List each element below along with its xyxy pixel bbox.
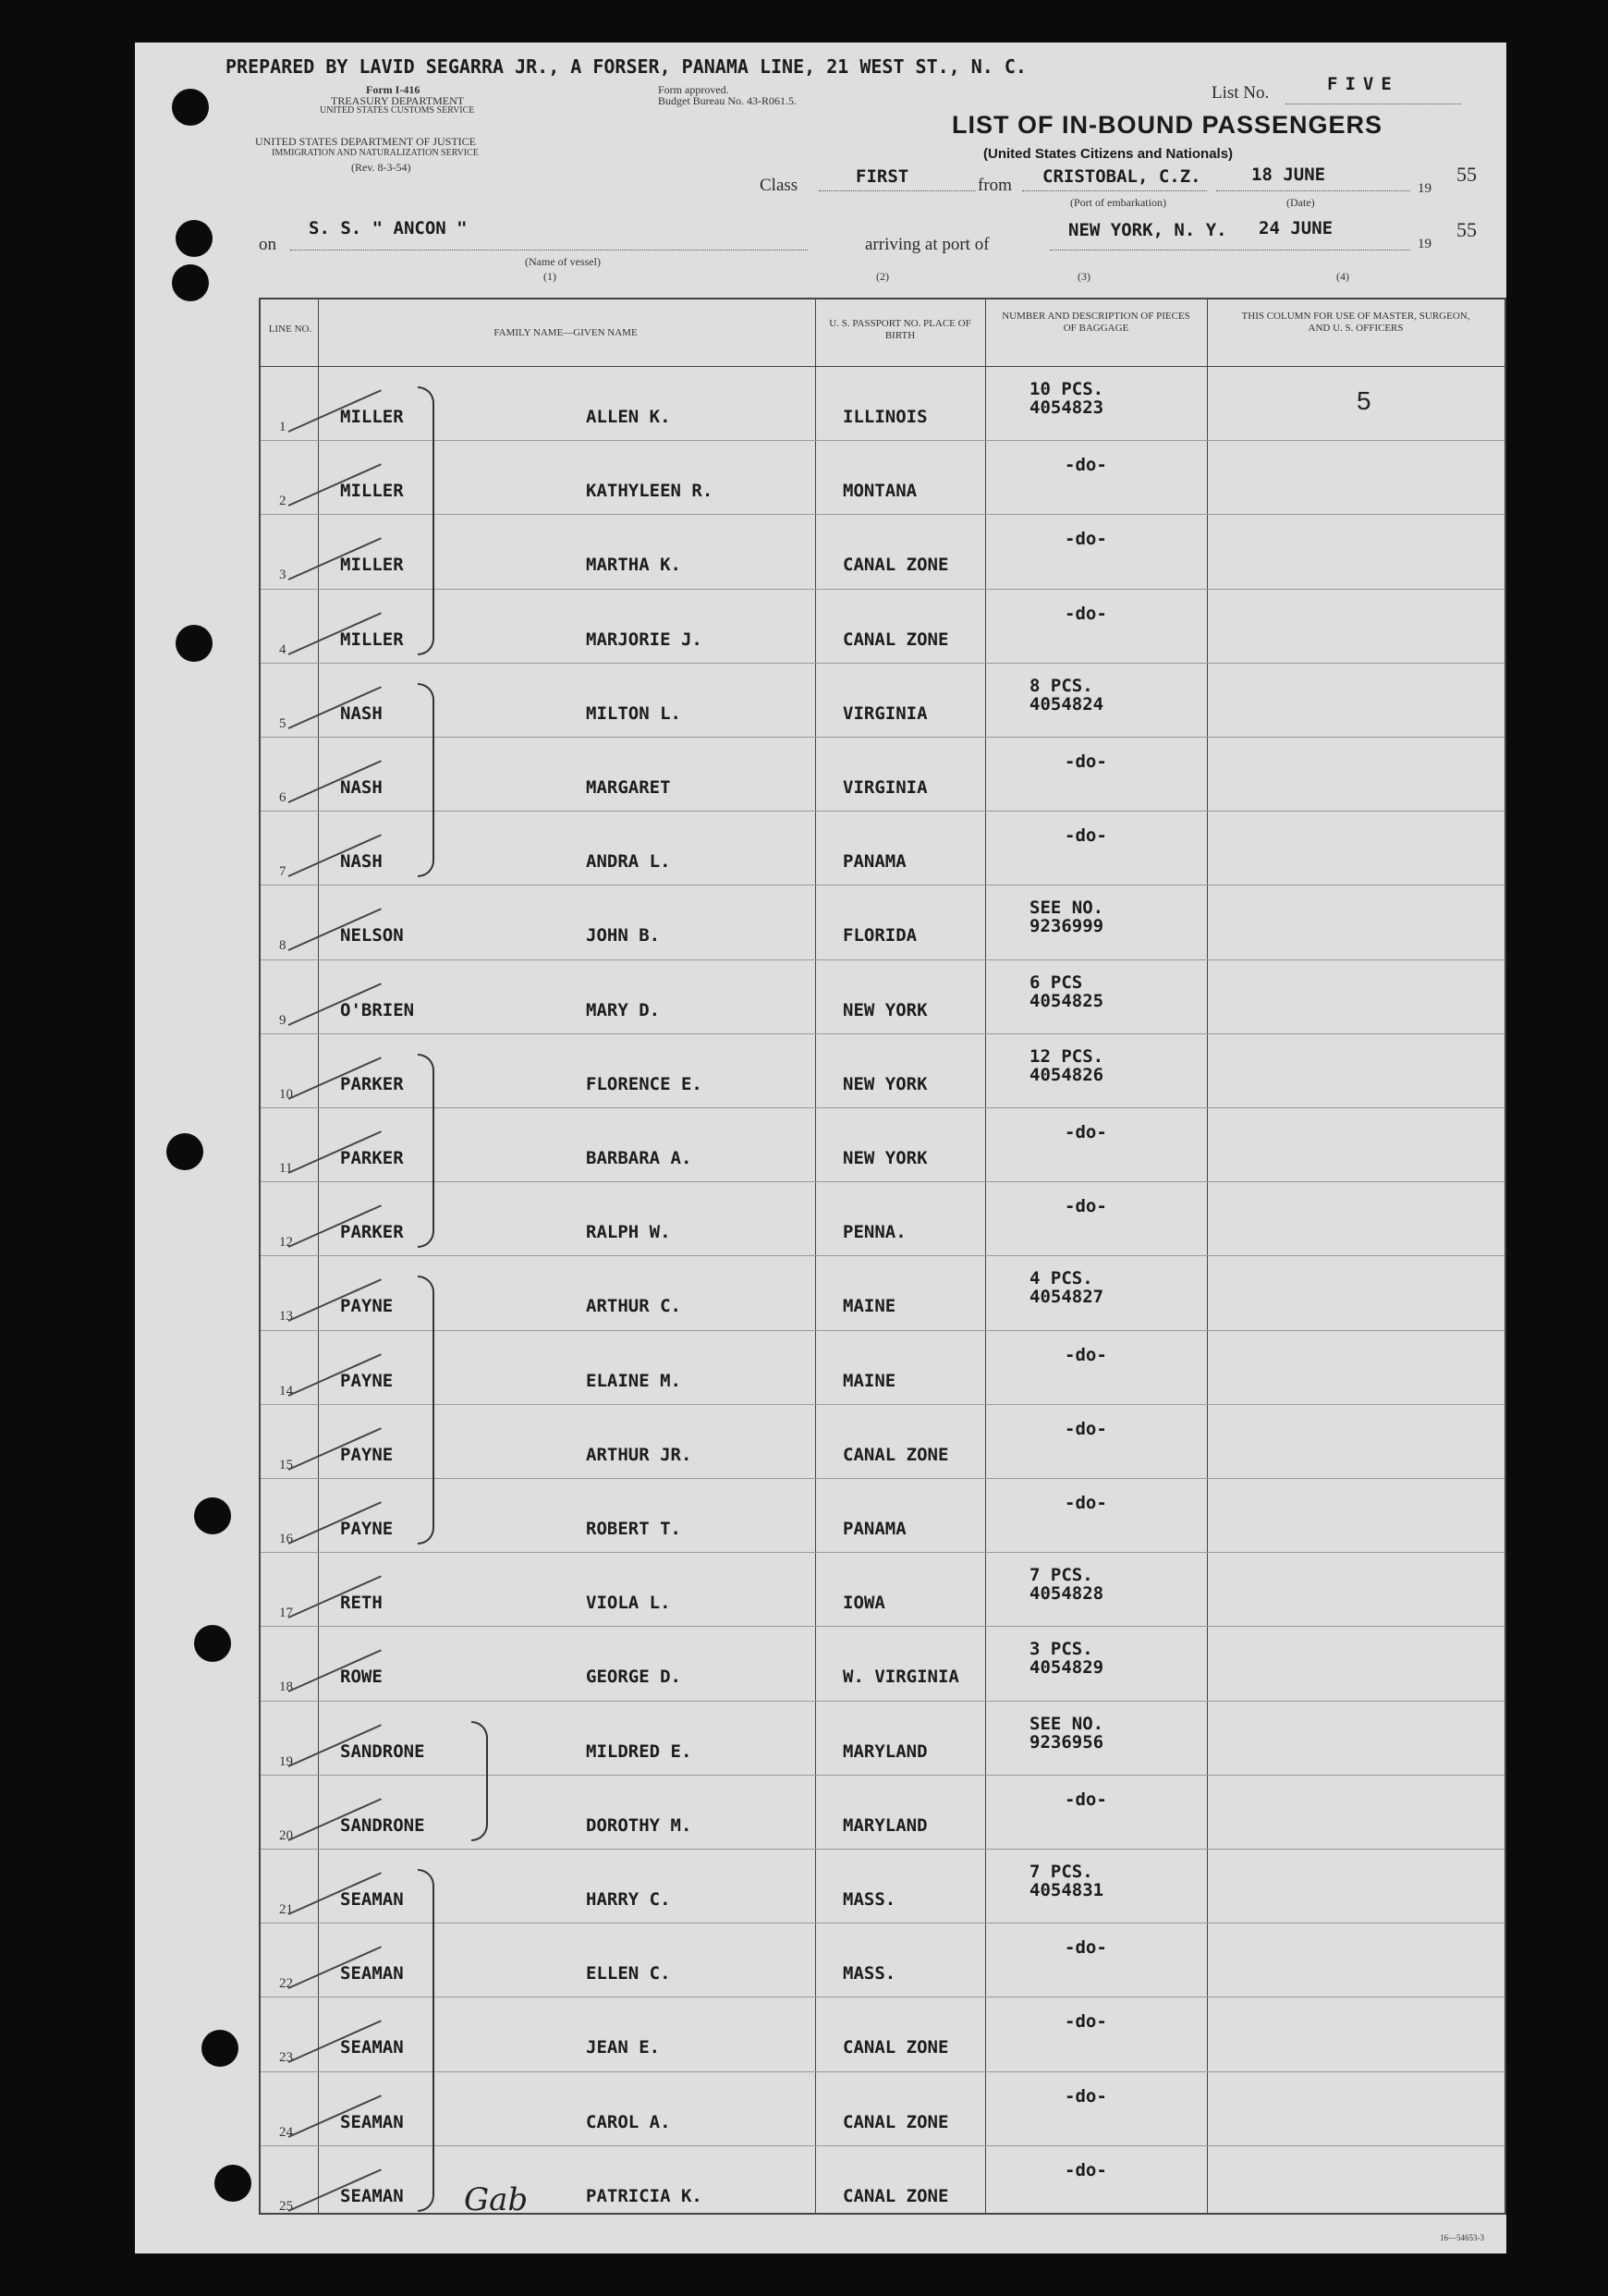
binder-hole [166,1133,203,1170]
family-bracket [418,386,434,655]
place-of-birth: MARYLAND [843,1740,928,1762]
table-row [261,1849,1504,1923]
justice-dept: UNITED STATES DEPARTMENT OF JUSTICE [255,135,477,148]
baggage-line-1: -do- [1065,1493,1107,1513]
baggage-line-1: SEE NO. [1029,898,1104,919]
binder-hole [194,1625,231,1662]
class-value: FIRST [856,166,909,187]
table-row [261,440,1504,514]
family-name: MILLER [340,481,404,502]
list-no-label: List No. [1212,83,1270,103]
binder-hole [214,2165,251,2202]
baggage-line-1: 8 PCS. [1029,675,1093,696]
table-row [261,1701,1504,1775]
table-row [261,737,1504,811]
place-of-birth: MAINE [843,1296,896,1317]
table-row [261,2145,1504,2219]
baggage-line-2: 4054827 [1029,1287,1104,1308]
passenger-table [259,298,1506,2215]
baggage-line-1: 12 PCS. [1029,1045,1104,1067]
binder-hole [172,264,209,301]
place-of-birth: W. VIRGINIA [843,1667,959,1688]
given-name: ANDRA L. [586,851,671,873]
col-number-2: (2) [876,270,889,283]
treasury-dept: TREASURY DEPARTMENT [331,94,465,107]
baggage-line-1: 7 PCS. [1029,1565,1093,1586]
arrival-date: 24 JUNE [1259,218,1334,238]
table-row [261,1775,1504,1849]
family-name: SANDRONE [340,1740,425,1762]
family-name: RETH [340,1593,383,1614]
line-number: 11 [279,1161,293,1176]
col-number-1: (1) [543,270,556,283]
given-name: HARRY C. [586,1889,671,1910]
table-row [261,1107,1504,1181]
baggage-line-1: -do- [1065,1418,1107,1439]
place-of-birth: CANAL ZONE [843,1444,949,1465]
table-row [261,1404,1504,1478]
family-name: MILLER [340,629,404,650]
family-name: O'BRIEN [340,999,415,1020]
table-row [261,663,1504,737]
prepared-by-line: PREPARED BY LAVID SEGARRA JR., A FORSER, PANAMA LINE, 21 WEST ST., N. C. [225,55,1027,78]
departure-date: 18 JUNE [1251,165,1326,185]
given-name: DOROTHY M. [586,1814,692,1836]
given-name: MARJORIE J. [586,629,702,650]
col-header-name: FAMILY NAME—GIVEN NAME [493,327,638,338]
place-of-birth: CANAL ZONE [843,2185,949,2206]
baggage-line-1: -do- [1065,1122,1107,1142]
place-of-birth: FLORIDA [843,925,918,946]
place-of-birth: IOWA [843,1593,885,1614]
line-number: 9 [279,1012,286,1028]
table-row [261,1923,1504,1997]
baggage-line-2: 9236999 [1029,916,1104,937]
baggage-line-2: 4054823 [1029,397,1104,418]
given-name: FLORENCE E. [586,1073,702,1094]
line-number: 5 [279,715,286,731]
line-number: 8 [279,938,286,954]
baggage-line-1: -do- [1065,2159,1107,2180]
given-name: MARTHA K. [586,555,681,576]
family-name: PAYNE [340,1370,394,1391]
place-of-birth: CANAL ZONE [843,2037,949,2058]
baggage-line-1: -do- [1065,825,1107,847]
given-name: ROBERT T. [586,1519,681,1539]
baggage-line-1: -do- [1065,1937,1107,1959]
given-name: PATRICIA K. [586,2185,702,2206]
list-no-value: FIVE [1327,74,1399,94]
family-name: PARKER [340,1148,404,1168]
vessel-caption: (Name of vessel) [525,255,601,268]
given-name: ARTHUR JR. [586,1444,692,1465]
baggage-line-2: 4054825 [1029,990,1104,1011]
place-of-birth: CANAL ZONE [843,2111,949,2132]
family-bracket [471,1721,488,1841]
family-name: PAYNE [340,1519,394,1539]
family-bracket [418,1276,434,1545]
place-of-birth: MAINE [843,1370,896,1391]
baggage-line-1: -do- [1065,751,1107,772]
line-number: 10 [279,1086,293,1102]
place-of-birth: CANAL ZONE [843,555,949,576]
given-name: ALLEN K. [586,407,671,427]
place-of-birth: MASS. [843,1963,896,1985]
given-name: MILTON L. [586,702,681,724]
line-number: 13 [279,1309,293,1325]
line-number: 21 [279,1902,293,1917]
baggage-line-1: SEE NO. [1029,1713,1104,1734]
baggage-line-2: 4054828 [1029,1583,1104,1605]
table-row [261,366,1504,440]
family-name: ROWE [340,1667,383,1688]
baggage-line-1: 3 PCS. [1029,1639,1093,1660]
line-number: 19 [279,1753,293,1769]
baggage-line-1: 7 PCS. [1029,1862,1093,1882]
family-bracket [418,1869,434,2212]
line-number: 6 [279,790,286,805]
place-of-birth: PANAMA [843,851,907,873]
family-name: SEAMAN [340,2185,404,2206]
given-name: ELAINE M. [586,1370,681,1391]
table-row [261,1181,1504,1255]
baggage-line-1: -do- [1065,603,1107,624]
page-title: LIST OF IN-BOUND PASSENGERS [952,111,1383,139]
col-header-baggage: NUMBER AND DESCRIPTION OF PIECES OF BAGGAGE [1002,311,1190,334]
family-bracket [418,1054,434,1249]
family-name: MILLER [340,407,404,427]
table-row [261,514,1504,588]
place-of-birth: NEW YORK [843,1148,928,1168]
line-number: 18 [279,1679,293,1695]
year-prefix: 19 [1418,237,1431,251]
baggage-line-1: 4 PCS. [1029,1268,1093,1289]
place-of-birth: VIRGINIA [843,777,928,798]
binder-hole [194,1497,231,1534]
revision: (Rev. 8-3-54) [351,161,411,174]
table-row [261,1552,1504,1626]
line-number: 14 [279,1383,293,1398]
table-row [261,1330,1504,1404]
manifest-page [135,43,1506,2253]
immigration-service: IMMIGRATION AND NATURALIZATION SERVICE [272,148,479,158]
table-row [261,885,1504,959]
arriving-label: arriving at port of [865,235,990,254]
table-row [261,811,1504,885]
baggage-line-2: 9236956 [1029,1731,1104,1753]
line-number: 3 [279,568,286,583]
officer-mark: 5 [1357,386,1371,415]
embarkation-caption: (Port of embarkation) [1070,196,1166,209]
table-row [261,2071,1504,2145]
family-name: NELSON [340,925,404,946]
col-header-line-no: LINE NO. [268,324,312,335]
table-row [261,589,1504,663]
baggage-line-2: 4054824 [1029,693,1104,714]
given-name: MARY D. [586,999,661,1020]
handwritten-signature: Gab [464,2181,529,2218]
given-name: JEAN E. [586,2037,661,2058]
on-label: on [259,235,276,254]
place-of-birth: MONTANA [843,481,918,502]
table-row [261,1997,1504,2070]
table-row [261,1478,1504,1552]
given-name: ARTHUR C. [586,1296,681,1317]
table-row [261,1626,1504,1700]
line-number: 16 [279,1532,293,1546]
given-name: ELLEN C. [586,1963,671,1985]
line-number: 20 [279,1827,293,1843]
class-label: Class [760,176,798,195]
col-header-passport: U. S. PASSPORT NO. PLACE OF BIRTH [829,318,971,341]
family-name: NASH [340,702,383,724]
line-number: 2 [279,494,286,509]
table-row [261,1255,1504,1329]
budget-bureau: Budget Bureau No. 43-R061.5. [658,94,797,107]
given-name: GEORGE D. [586,1667,681,1688]
line-number: 1 [279,420,286,434]
given-name: RALPH W. [586,1222,671,1243]
baggage-line-2: 4054831 [1029,1880,1104,1900]
col-number-3: (3) [1078,270,1090,283]
given-name: CAROL A. [586,2111,671,2132]
departure-year: 55 [1456,163,1477,186]
binder-hole [172,89,209,126]
given-name: KATHYLEEN R. [586,481,713,502]
vessel-name: S. S. " ANCON " [309,218,468,238]
family-name: SEAMAN [340,2111,404,2132]
line-number: 17 [279,1606,293,1621]
line-number: 23 [279,2050,293,2066]
place-of-birth: MASS. [843,1889,896,1910]
place-of-birth: PANAMA [843,1519,907,1539]
baggage-line-1: -do- [1065,455,1107,476]
table-row [261,1033,1504,1107]
family-name: PARKER [340,1073,404,1094]
place-of-birth: NEW YORK [843,999,928,1020]
col-header-officers: THIS COLUMN FOR USE OF MASTER, SURGEON, AND U. S. OFFICERS [1241,311,1470,334]
baggage-line-1: -do- [1065,529,1107,550]
page-subtitle: (United States Citizens and Nationals) [983,146,1234,162]
family-name: SEAMAN [340,1963,404,1985]
family-name: PAYNE [340,1296,394,1317]
from-value: CRISTOBAL, C.Z. [1042,166,1201,187]
given-name: BARBARA A. [586,1148,692,1168]
binder-hole [176,220,213,257]
place-of-birth: VIRGINIA [843,702,928,724]
given-name: MILDRED E. [586,1740,692,1762]
binder-hole [176,625,213,662]
line-number: 25 [279,2198,293,2214]
place-of-birth: NEW YORK [843,1073,928,1094]
family-bracket [418,683,434,878]
place-of-birth: MARYLAND [843,1814,928,1836]
form-number: Form I-416 [366,83,420,96]
baggage-line-1: -do- [1065,2085,1107,2107]
given-name: VIOLA L. [586,1593,671,1614]
baggage-line-2: 4054826 [1029,1064,1104,1085]
year-prefix: 19 [1418,181,1431,196]
arrival-year: 55 [1456,218,1477,241]
place-of-birth: ILLINOIS [843,407,928,427]
table-row [261,959,1504,1033]
family-name: SANDRONE [340,1814,425,1836]
family-name: NASH [340,851,383,873]
line-number: 12 [279,1235,293,1251]
baggage-line-1: -do- [1065,1344,1107,1365]
baggage-line-1: -do- [1065,1789,1107,1810]
family-name: SEAMAN [340,2037,404,2058]
form-code: 16—54653-3 [1440,2233,1484,2242]
given-name: MARGARET [586,777,671,798]
form-approved: Form approved. [658,83,729,96]
family-name: SEAMAN [340,1889,404,1910]
line-number: 15 [279,1457,293,1472]
line-number: 7 [279,864,286,880]
family-name: PAYNE [340,1444,394,1465]
line-number: 22 [279,1976,293,1992]
family-name: NASH [340,777,383,798]
arrival-port: NEW YORK, N. Y. [1068,220,1227,240]
baggage-line-1: -do- [1065,1196,1107,1217]
customs-service: UNITED STATES CUSTOMS SERVICE [320,105,475,116]
from-label: from [978,176,1012,195]
col-number-4: (4) [1336,270,1349,283]
date-caption: (Date) [1286,196,1315,209]
family-name: PARKER [340,1222,404,1243]
line-number: 4 [279,641,286,657]
baggage-line-1: 10 PCS. [1029,379,1104,399]
family-name: MILLER [340,555,404,576]
baggage-line-2: 4054829 [1029,1657,1104,1679]
place-of-birth: CANAL ZONE [843,629,949,650]
baggage-line-1: 6 PCS [1029,971,1083,993]
binder-hole [201,2030,238,2067]
given-name: JOHN B. [586,925,661,946]
place-of-birth: PENNA. [843,1222,907,1243]
line-number: 24 [279,2124,293,2140]
baggage-line-1: -do- [1065,2011,1107,2033]
